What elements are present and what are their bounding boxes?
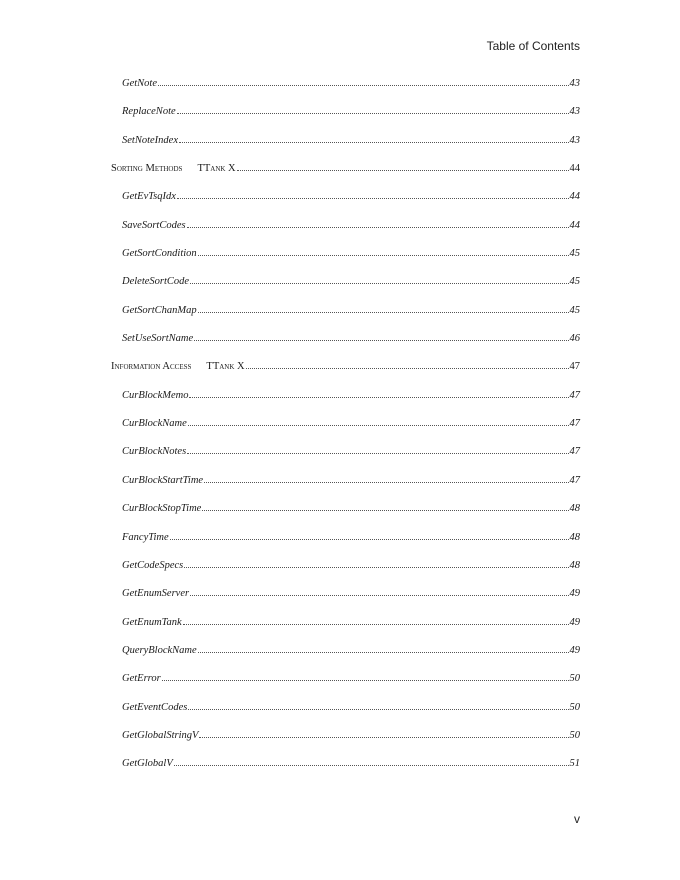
toc-page-number: 50	[569, 673, 580, 685]
toc-entry-label	[111, 361, 245, 372]
toc-section-name: Sorting Methods	[111, 163, 183, 175]
page-number: v	[574, 812, 580, 826]
toc-dot-leader	[158, 85, 569, 86]
toc-entry[interactable]	[111, 106, 580, 134]
toc-entry-label: GetEnumServer	[122, 588, 190, 600]
toc-entry[interactable]	[111, 758, 580, 786]
toc-entry-label: GetGlobalStringV	[122, 729, 199, 741]
toc-page-number: 50	[569, 701, 580, 713]
toc-entry-label: GetSortChanMap	[122, 304, 197, 316]
toc-dot-leader	[184, 567, 568, 568]
toc-entry[interactable]	[111, 418, 580, 446]
toc-page-number: 45	[569, 276, 580, 288]
toc-dot-leader	[177, 198, 569, 199]
toc-entry[interactable]	[111, 305, 580, 333]
toc-entry[interactable]	[111, 220, 580, 248]
toc-dot-leader	[189, 397, 568, 398]
page-header-title: Table of Contents	[486, 39, 580, 53]
toc-page-number: 47	[569, 361, 580, 373]
toc-entry-label: CurBlockStartTime	[122, 474, 204, 486]
toc-dot-leader	[170, 539, 569, 540]
toc-entry-label: GetGlobalV	[122, 758, 173, 770]
toc-dot-leader	[174, 765, 569, 766]
toc-page-number: 43	[569, 78, 580, 89]
toc-dot-leader	[162, 680, 569, 681]
toc-entry-label	[111, 163, 236, 174]
toc-entry[interactable]	[111, 503, 580, 531]
toc-entry[interactable]	[111, 730, 580, 758]
toc-entry[interactable]	[111, 446, 580, 474]
toc-page-number: 47	[569, 446, 580, 458]
toc-page-number: 45	[569, 248, 580, 260]
toc-entry-label: CurBlockMemo	[122, 389, 189, 401]
toc-dot-leader	[190, 283, 568, 284]
toc-dot-leader	[177, 113, 569, 114]
toc-entry-label: GetSortCondition	[122, 248, 197, 260]
toc-entry-label: GetEvTsqIdx	[122, 191, 176, 203]
toc-page-number: 45	[569, 304, 580, 316]
toc-page-number: 43	[569, 106, 580, 118]
toc-dot-leader	[198, 312, 569, 313]
toc-entry-label: SetNoteIndex	[122, 134, 178, 146]
toc-page-number: 48	[569, 559, 580, 571]
toc-entry[interactable]	[111, 532, 580, 560]
toc-page-number: 51	[569, 758, 580, 770]
toc-entry[interactable]	[111, 673, 580, 701]
toc-entry[interactable]	[111, 78, 580, 106]
toc-page-number: 47	[569, 389, 580, 401]
toc-page-number: 43	[569, 134, 580, 146]
toc-page-number: 50	[569, 729, 580, 741]
toc-entry[interactable]	[111, 475, 580, 503]
toc-entry-label: GetNote	[122, 78, 157, 89]
toc-entry-label: GetCodeSpecs	[122, 559, 184, 571]
toc-section-target: TTank X	[197, 163, 236, 175]
toc-entry-label: CurBlockName	[122, 418, 187, 430]
toc-entry[interactable]	[111, 702, 580, 730]
toc-dot-leader	[188, 709, 568, 710]
toc-entry-label: SetUseSortName	[122, 333, 194, 345]
toc-dot-leader	[202, 510, 568, 511]
toc-page-number: 49	[569, 616, 580, 628]
toc-entry-label: DeleteSortCode	[122, 276, 190, 288]
toc-entry[interactable]	[111, 617, 580, 645]
toc-page-number: 48	[569, 503, 580, 515]
toc-dot-leader	[187, 453, 568, 454]
toc-entry-label: ReplaceNote	[122, 106, 176, 118]
toc-entry-label: GetError	[122, 673, 161, 685]
toc-dot-leader	[194, 340, 568, 341]
toc-entry-label: CurBlockNotes	[122, 446, 187, 458]
toc-dot-leader	[188, 425, 569, 426]
toc-entry[interactable]	[111, 645, 580, 673]
toc-entry-label: QueryBlockName	[122, 644, 197, 656]
toc-dot-leader	[198, 255, 569, 256]
toc-dot-leader	[183, 624, 569, 625]
toc-entry[interactable]	[111, 191, 580, 219]
toc-page-number: 44	[569, 163, 580, 175]
toc-entry[interactable]	[111, 135, 580, 163]
toc-page-number: 47	[569, 418, 580, 430]
toc-entry-label: CurBlockStopTime	[122, 503, 202, 515]
table-of-contents	[111, 78, 580, 787]
toc-entry-label: GetEventCodes	[122, 701, 188, 713]
toc-entry-label: GetEnumTank	[122, 616, 182, 628]
toc-entry[interactable]	[111, 333, 580, 361]
toc-page-number: 49	[569, 644, 580, 656]
toc-dot-leader	[199, 737, 568, 738]
toc-dot-leader	[190, 595, 568, 596]
toc-dot-leader	[204, 482, 568, 483]
toc-section-target: TTank X	[206, 361, 245, 373]
toc-page-number: 47	[569, 474, 580, 486]
toc-dot-leader	[179, 142, 569, 143]
toc-dot-leader	[187, 227, 569, 228]
toc-dot-leader	[198, 652, 569, 653]
toc-page-number: 44	[569, 191, 580, 203]
toc-section-name: Information Access	[111, 361, 192, 373]
toc-entry[interactable]	[111, 248, 580, 276]
toc-entry[interactable]	[111, 276, 580, 304]
toc-section-entry[interactable]	[111, 163, 580, 191]
toc-entry[interactable]	[111, 588, 580, 616]
toc-entry[interactable]	[111, 560, 580, 588]
toc-page-number: 44	[569, 219, 580, 231]
toc-entry[interactable]	[111, 390, 580, 418]
toc-dot-leader	[246, 368, 569, 369]
toc-entry-label: FancyTime	[122, 531, 169, 543]
toc-entry-label: SaveSortCodes	[122, 219, 186, 231]
toc-page-number: 49	[569, 588, 580, 600]
toc-dot-leader	[237, 170, 569, 171]
toc-page-number: 46	[569, 333, 580, 345]
toc-section-entry[interactable]	[111, 361, 580, 389]
toc-page-number: 48	[569, 531, 580, 543]
